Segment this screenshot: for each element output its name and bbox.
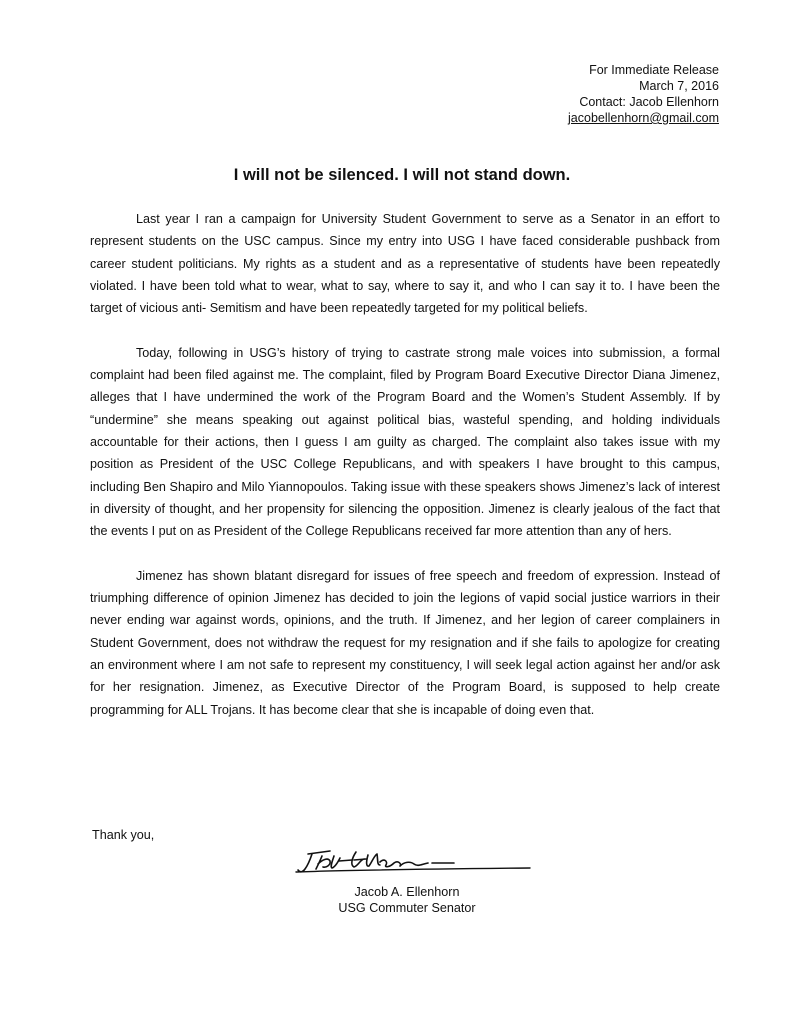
paragraph-2: Today, following in USG’s history of trying to castrate strong male voices into submission, a formal complaint had been filed against me. The complaint, filed by Program Board Executive Director Diana Jimenez, alleges that I have undermined the work of the Program Board and the Women’s Student Assembly. If by “undermine” she means speaking out against political bias, wasteful spending, and holding individuals accountable for their actions, then I guess I am guilty as charged. The complaint also takes issue with my position as President of the USC College Republicans, and with speakers I have brought to this campus, including Ben Shapiro and Milo Yiannopoulos. Taking issue with these speakers shows Jimenez’s lack of interest in diversity of thought, and her propensity for silencing the opposition. Jimenez is clearly jealous of the fact that the events I put on as President of the College Republicans received far more attention than any of hers. <box>90 345 720 539</box>
letter-body <box>90 208 720 743</box>
paragraph-3: Jimenez has shown blatant disregard for issues of free speech and freedom of expression. Instead of triumphing difference of opinion Jimenez has decided to join the legions of vapid social justice warriors in their never ending war against words, opinions, and the truth. If Jimenez, and her legion of career complainers in Student Government, does not withdraw the request for my resignation and if she fails to apologize for creating an environment where I am not safe to represent my constituency, I will seek legal action against her and/or ask for her resignation. Jimenez, as Executive Director of the Program Board, is supposed to help create programming for ALL Trojans. It has become clear that she is incapable of doing even that. <box>90 568 720 717</box>
release-label: For Immediate Release <box>589 63 719 77</box>
handwritten-signature <box>282 834 532 884</box>
closing-line: Thank you, <box>92 828 155 842</box>
signer-name: Jacob A. Ellenhorn <box>354 885 460 899</box>
signer-role: USG Commuter Senator <box>338 901 476 915</box>
release-header <box>568 62 719 126</box>
signer-block <box>282 884 532 916</box>
paragraph-1: Last year I ran a campaign for University Student Government to serve as a Senator in an effort to represent students on the USC campus. Since my entry into USG I have faced considerable pushback from career student politicians. My rights as a student and as a representative of students have been repeatedly violated. I have been told what to wear, what to say, where to say it, and who I can say it to. I have been the target of vicious anti- Semitism and have been repeatedly targeted for my political beliefs. <box>90 212 720 316</box>
letter-title: I will not be silenced. I will not stand down. <box>233 166 571 184</box>
contact-email-link[interactable]: jacobellenhorn@gmail.com <box>568 111 719 125</box>
contact-name: Contact: Jacob Ellenhorn <box>579 95 719 109</box>
release-date: March 7, 2016 <box>639 79 719 93</box>
